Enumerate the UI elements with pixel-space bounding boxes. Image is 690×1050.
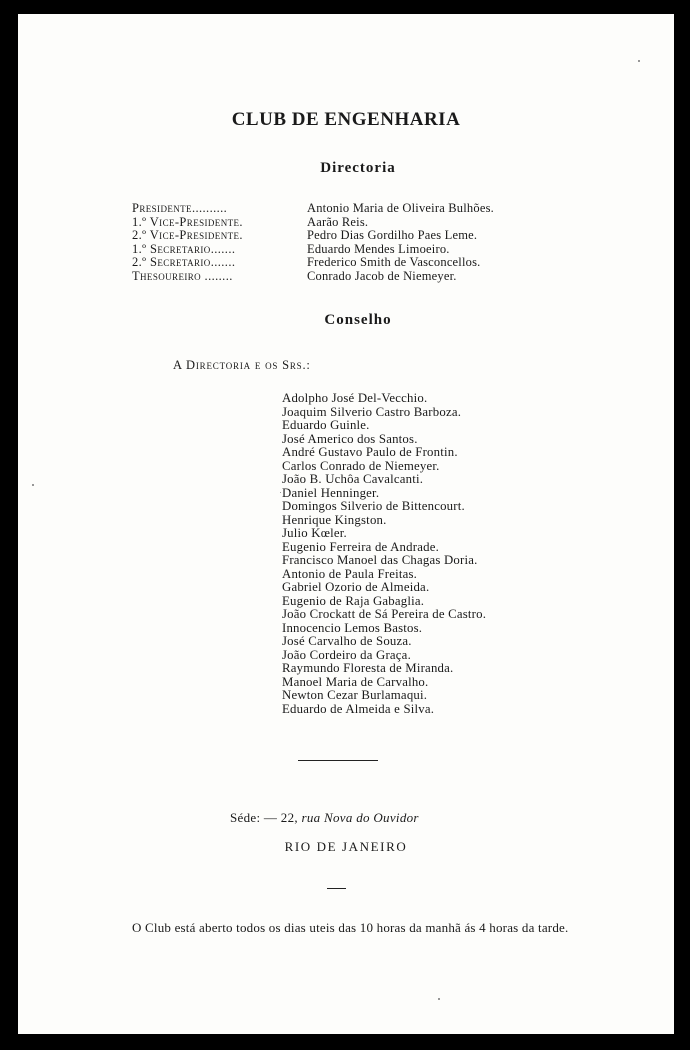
print-speck	[280, 492, 281, 493]
print-speck	[438, 998, 440, 1000]
officer-role: Thesoureiro ........	[132, 269, 233, 283]
officer-row	[132, 202, 592, 216]
officer-row	[132, 243, 592, 257]
list-item: Eduardo Guinle.	[282, 418, 370, 432]
list-item: Antonio de Paula Freitas.	[282, 566, 418, 581]
sede-address: rua Nova do Ouvidor	[301, 810, 419, 825]
list-item: André Gustavo Paulo de Frontin.	[282, 445, 458, 459]
list-item: Julio Kœler.	[282, 526, 347, 540]
list-item: Innocencio Lemos Bastos.	[282, 620, 423, 635]
list-item: João Cordeiro da Graça.	[282, 647, 411, 662]
officer-name: Pedro Dias Gordilho Paes Leme.	[307, 228, 478, 243]
officer-row	[132, 270, 592, 284]
officer-name: Antonio Maria de Oliveira Bulhões.	[307, 201, 494, 215]
list-item: Raymundo Floresta de Miranda.	[282, 661, 454, 675]
officer-name: Conrado Jacob de Niemeyer.	[307, 268, 457, 283]
list-item: Gabriel Ozorio de Almeida.	[282, 580, 430, 594]
sede-label: Séde: — 22,	[230, 810, 298, 825]
page-title: CLUB DE ENGENHARIA	[231, 109, 461, 130]
print-speck	[32, 484, 34, 486]
officer-role: Presidente..........	[132, 202, 228, 215]
list-item: Manoel Maria de Carvalho.	[282, 674, 429, 689]
list-item: José Carvalho de Souza.	[282, 634, 412, 648]
officer-row	[132, 256, 592, 270]
list-item: Joaquim Silverio Castro Barboza.	[282, 404, 462, 419]
section-divider	[298, 760, 378, 761]
list-item: Francisco Manoel das Chagas Doria.	[282, 553, 478, 567]
officer-role: 1.º Secretario.......	[132, 242, 236, 256]
officer-row	[132, 216, 592, 230]
members-list	[282, 392, 486, 716]
list-item: Newton Cezar Burlamaqui.	[282, 688, 428, 702]
conselho-intro: A Directoria e os Srs.:	[173, 358, 311, 372]
short-divider	[327, 888, 346, 889]
officers-list	[132, 202, 592, 284]
list-item: Carlos Conrado de Niemeyer.	[282, 458, 440, 473]
directoria-heading: Directoria	[320, 160, 396, 176]
opening-hours-notice: O Club está aberto todos os dias uteis das 10 horas da manhã ás 4 horas da tarde.	[132, 920, 569, 935]
list-item: Eugenio Ferreira de Andrade.	[282, 539, 439, 554]
officer-name: Frederico Smith de Vasconcellos.	[307, 255, 481, 270]
officer-name: Aarão Reis.	[307, 214, 369, 229]
sede-line	[230, 810, 419, 826]
officer-role: 2.º Vice-Presidente.	[132, 229, 243, 243]
officer-row	[132, 229, 592, 243]
list-item: Eduardo de Almeida e Silva.	[282, 701, 435, 716]
city-name: RIO DE JANEIRO	[284, 839, 408, 854]
list-item: Daniel Henninger.	[282, 485, 380, 500]
officer-role: 1.º Vice-Presidente.	[132, 215, 243, 229]
list-item: Adolpho José Del-Vecchio.	[282, 391, 428, 405]
list-item: João B. Uchôa Cavalcanti.	[282, 472, 424, 486]
list-item: Eugenio de Raja Gabaglia.	[282, 593, 425, 608]
officer-name: Eduardo Mendes Limoeiro.	[307, 241, 450, 256]
list-item: Domingos Silverio de Bittencourt.	[282, 499, 465, 513]
list-item: Henrique Kingston.	[282, 512, 387, 527]
list-item: José Americo dos Santos.	[282, 431, 418, 446]
officer-role: 2.º Secretario.......	[132, 256, 236, 270]
document-page	[18, 14, 674, 1034]
conselho-heading: Conselho	[324, 312, 392, 328]
print-speck	[638, 60, 640, 62]
list-item: João Crockatt de Sá Pereira de Castro.	[282, 607, 487, 621]
